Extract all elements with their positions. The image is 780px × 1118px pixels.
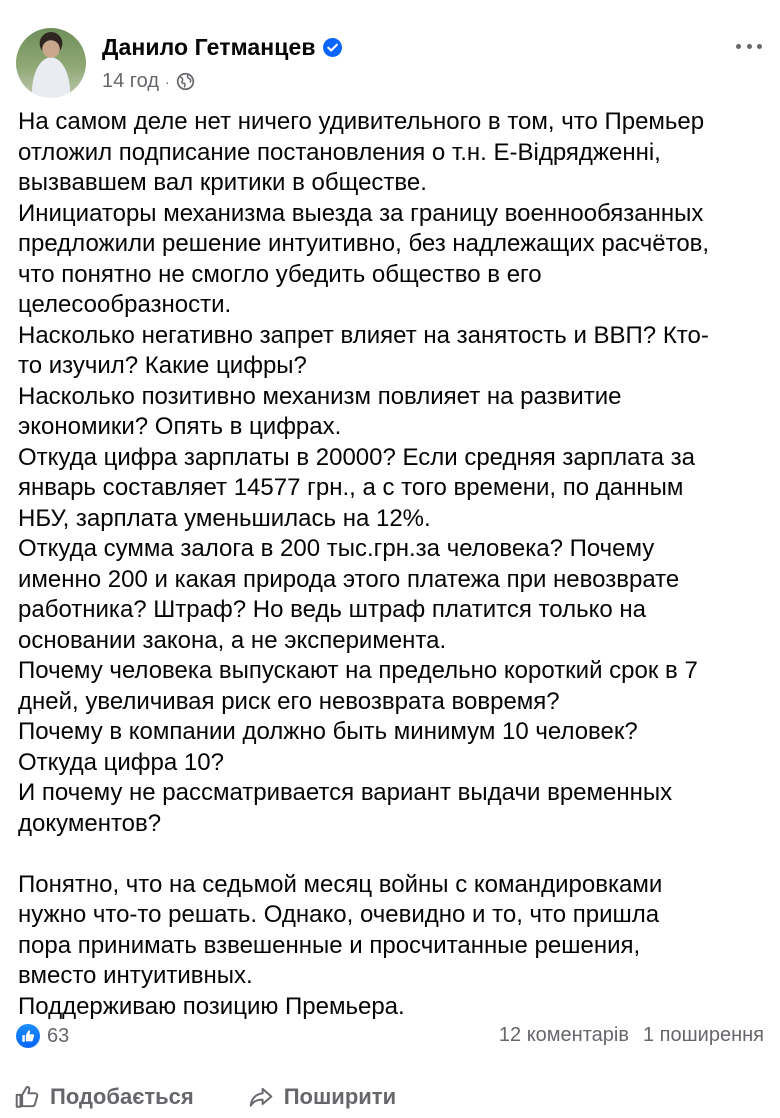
post-text-line: нужно что-то решать. Однако, очевидно и то, что пришла: [18, 901, 660, 928]
verified-badge-icon: [323, 38, 342, 57]
share-arrow-icon: [248, 1084, 274, 1110]
post-text-line: предложили решение интуитивно, без надлежащих расчётов,: [18, 230, 710, 257]
reaction-count: 63: [47, 1024, 70, 1047]
author-row: [102, 34, 342, 61]
post-text-line: январь составляет 14577 грн., а с того времени, по данным: [18, 474, 684, 501]
post-text-line: дней, увеличивая риск его невозврата вовремя?: [18, 687, 560, 715]
post-text-line: работника? Штраф? Но ведь штраф платится только на: [18, 596, 646, 623]
like-button-label: Подобається: [50, 1084, 194, 1109]
meta-separator: ·: [165, 73, 170, 90]
post-text-line: вызвавшем вал критики в обществе.: [18, 169, 427, 196]
post-text-line: экономики? Опять в цифрах.: [18, 413, 342, 440]
post-meta: [102, 70, 195, 93]
post-text-line: Поддерживаю позицию Премьера.: [18, 992, 405, 1020]
post-text-line: вместо интуитивных.: [18, 962, 253, 989]
post-text-line: Инициаторы механизма выезда за границу военнообязанных: [18, 199, 704, 227]
shares-count[interactable]: 1 поширення: [642, 1024, 764, 1046]
post-text-line: [18, 839, 770, 870]
post-text-line: И почему не рассматривается вариант выдачи временных: [18, 779, 673, 806]
author-name[interactable]: Данило Гетманцев: [102, 34, 316, 60]
more-options-icon[interactable]: [736, 36, 762, 56]
engagement-counts: [499, 1024, 764, 1047]
post-text-line: целесообразности.: [18, 291, 232, 318]
globe-icon[interactable]: [176, 72, 195, 91]
post-text-line: что понятно не смогло убедить общество в его: [18, 260, 542, 288]
post-text-line: Насколько негативно запрет влияет на занятость и ВВП? Кто-: [18, 321, 709, 349]
post-text: [18, 107, 770, 1022]
share-button[interactable]: [248, 1084, 396, 1110]
avatar[interactable]: [16, 28, 86, 98]
post-text-line: Откуда сумма залога в 200 тыс.грн.за человека? Почему: [18, 535, 655, 562]
thumbs-up-icon: [14, 1084, 40, 1110]
post-text-line: Откуда цифра зарплаты в 20000? Если средняя зарплата за: [18, 443, 696, 471]
post-text-line: пора принимать взвешенные и просчитанные решения,: [18, 931, 641, 959]
post-stats: [16, 1024, 764, 1052]
comments-count[interactable]: 12 коментарів: [498, 1024, 629, 1046]
post-timestamp[interactable]: 14 год: [102, 70, 160, 92]
post-text-line: то изучил? Какие цифры?: [18, 352, 307, 379]
post-actions: [14, 1078, 762, 1116]
post-text-line: документов?: [18, 809, 162, 837]
share-button-label: Поширити: [283, 1084, 397, 1109]
post-text-line: Почему человека выпускают на предельно короткий срок в 7: [18, 657, 698, 684]
post-header: [16, 28, 764, 104]
post-text-line: основании закона, а не эксперимента.: [18, 626, 447, 654]
like-reaction-icon: [16, 1024, 40, 1048]
post-text-line: На самом деле нет ничего удивительного в том, что Премьер: [18, 108, 705, 135]
post-text-line: отложил подписание постановления о т.н. Е-Відрядженні,: [18, 138, 661, 166]
post-text-line: НБУ, зарплата уменьшилась на 12%.: [18, 504, 431, 532]
like-button[interactable]: [14, 1084, 194, 1110]
post-text-line: Почему в компании должно быть минимум 10 человек?: [18, 718, 638, 745]
post-text-line: Насколько позитивно механизм повлияет на развитие: [18, 382, 622, 410]
post-text-line: Понятно, что на седьмой месяц войны с командировками: [18, 870, 663, 898]
post-text-line: именно 200 и какая природа этого платежа при невозврате: [18, 565, 680, 593]
reactions-summary[interactable]: [16, 1024, 69, 1048]
post-text-line: Откуда цифра 10?: [18, 748, 224, 776]
